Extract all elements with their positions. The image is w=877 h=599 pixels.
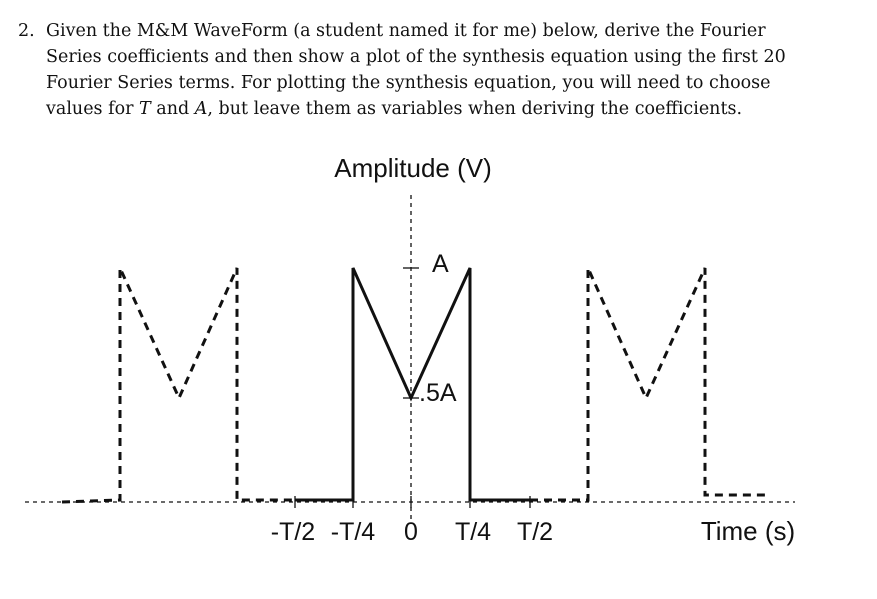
- x-tick-label-pos-quarter: T/4: [454, 518, 492, 546]
- y-axis-label: Amplitude (V): [334, 153, 492, 183]
- level-half-A-label: .5A: [419, 379, 457, 407]
- level-A-label: A: [432, 250, 449, 278]
- waveform-dashed-right: [530, 268, 765, 500]
- waveform-dashed-left: [62, 268, 295, 502]
- variable-T: T: [139, 99, 151, 119]
- x-tick-label-neg-half: -T/2: [270, 518, 316, 546]
- x-axis-label: Time (s): [700, 516, 796, 546]
- problem-number: 2.: [18, 21, 35, 41]
- problem-line-3: Fourier Series terms. For plotting the synthesis equation, you will need to choose: [46, 73, 771, 93]
- problem-line-4: values for T and A, but leave them as variables when deriving the coefficients.: [46, 99, 743, 119]
- problem-line-1: 2. Given the M&M WaveForm (a student named it for me) below, derive the Fourier: [18, 18, 844, 44]
- x-tick-label-pos-half: T/2: [516, 518, 554, 546]
- problem-line-2: Series coefficients and then show a plot of the synthesis equation using the first 20: [46, 47, 786, 67]
- x-tick-label-zero: 0: [404, 518, 418, 546]
- waveform-solid-period: [295, 268, 530, 500]
- variable-A: A: [194, 99, 208, 119]
- x-tick-label-neg-quarter: -T/4: [330, 518, 376, 546]
